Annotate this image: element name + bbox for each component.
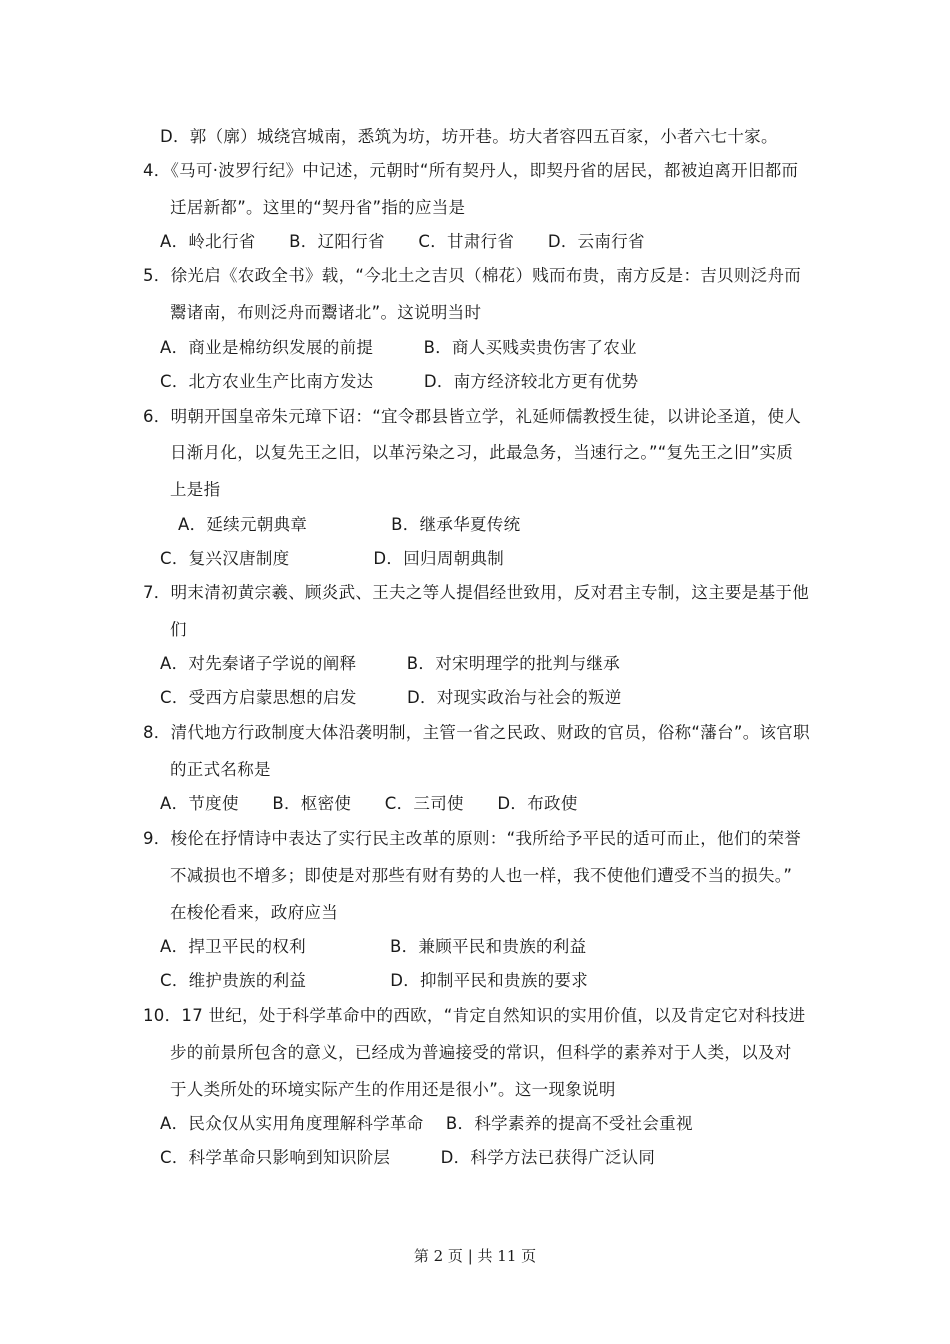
q6-stem-line2: 日渐月化，以复先王之旧，以革污染之习，此最急务，当速行之。”“复先王之旧”实质 xyxy=(170,443,794,462)
q7-options-ab: A．对先秦诸子学说的阐释 B．对宋明理学的批判与继承 xyxy=(160,654,621,673)
q4-stem-line2: 迁居新都”。这里的“契丹省”指的应当是 xyxy=(170,198,466,217)
q6-options-cd: C．复兴汉唐制度 D．回归周朝典制 xyxy=(160,549,505,568)
q9-stem-line3: 在梭伦看来，政府应当 xyxy=(170,903,338,922)
q7-stem-line2: 们 xyxy=(170,620,187,639)
q4-options: A．岭北行省 B．辽阳行省 C．甘肃行省 D．云南行省 xyxy=(160,232,645,251)
q9-options-cd: C．维护贵族的利益 D．抑制平民和贵族的要求 xyxy=(160,971,589,990)
q7-stem-line1: 7．明末清初黄宗羲、顾炎武、王夫之等人提倡经世致用，反对君主专制，这主要是基于他 xyxy=(143,583,809,602)
q9-stem-line1: 9．梭伦在抒情诗中表达了实行民主改革的原则：“我所给予平民的适可而止，他们的荣誉 xyxy=(143,829,802,848)
q8-stem-line1: 8．清代地方行政制度大体沿袭明制，主管一省之民政、财政的官员，俗称“藩台”。该官职 xyxy=(143,723,810,742)
q5-options-ab: A．商业是棉纺织发展的前提 B．商人买贱卖贵伤害了农业 xyxy=(160,338,637,357)
q8-options: A．节度使 B．枢密使 C．三司使 D．布政使 xyxy=(160,794,578,813)
q5-stem-line1: 5．徐光启《农政全书》载，“今北土之吉贝（棉花）贱而布贵，南方反是：吉贝则泛舟而 xyxy=(143,266,802,285)
q10-stem-line1: 10．17 世纪，处于科学革命中的西欧，“肯定自然知识的实用价值，以及肯定它对科技进 xyxy=(143,1006,806,1025)
q4-stem-line1: 4．《马可·波罗行纪》中记述，元朝时“所有契丹人，即契丹省的居民，都被迫离开旧都而 xyxy=(143,161,799,180)
q6-stem-line3: 上是指 xyxy=(170,480,221,499)
q8-stem-line2: 的正式名称是 xyxy=(170,760,271,779)
q3-option-d: D．郭（廓）城绕宫城南，悉筑为坊，坊开巷。坊大者容四五百家，小者六七十家。 xyxy=(160,127,778,146)
q6-options-ab: A．延续元朝典章 B．继承华夏传统 xyxy=(178,515,521,534)
q5-stem-line2: 鬻诸南，布则泛舟而鬻诸北”。这说明当时 xyxy=(170,303,482,322)
page-number-footer: 第 2 页 | 共 11 页 xyxy=(413,1247,537,1265)
q7-options-cd: C．受西方启蒙思想的启发 D．对现实政治与社会的叛逆 xyxy=(160,688,622,707)
q10-options-cd: C．科学革命只影响到知识阶层 D．科学方法已获得广泛认同 xyxy=(160,1148,656,1167)
q6-stem-line1: 6．明朝开国皇帝朱元璋下诏：“宜令郡县皆立学，礼延师儒教授生徒，以讲论圣道，使人 xyxy=(143,407,802,426)
q9-options-ab: A．捍卫平民的权利 B．兼顾平民和贵族的利益 xyxy=(160,937,587,956)
q9-stem-line2: 不减损也不增多；即使是对那些有财有势的人也一样，我不使他们遭受不当的损失。” xyxy=(170,866,793,885)
q10-options-ab: A．民众仅从实用角度理解科学革命 B．科学素养的提高不受社会重视 xyxy=(160,1114,693,1133)
q10-stem-line3: 于人类所处的环境实际产生的作用还是很小”。这一现象说明 xyxy=(170,1080,616,1099)
q10-stem-line2: 步的前景所包含的意义，已经成为普遍接受的常识，但科学的素养对于人类，以及对 xyxy=(170,1043,792,1062)
q5-options-cd: C．北方农业生产比南方发达 D．南方经济较北方更有优势 xyxy=(160,372,639,391)
